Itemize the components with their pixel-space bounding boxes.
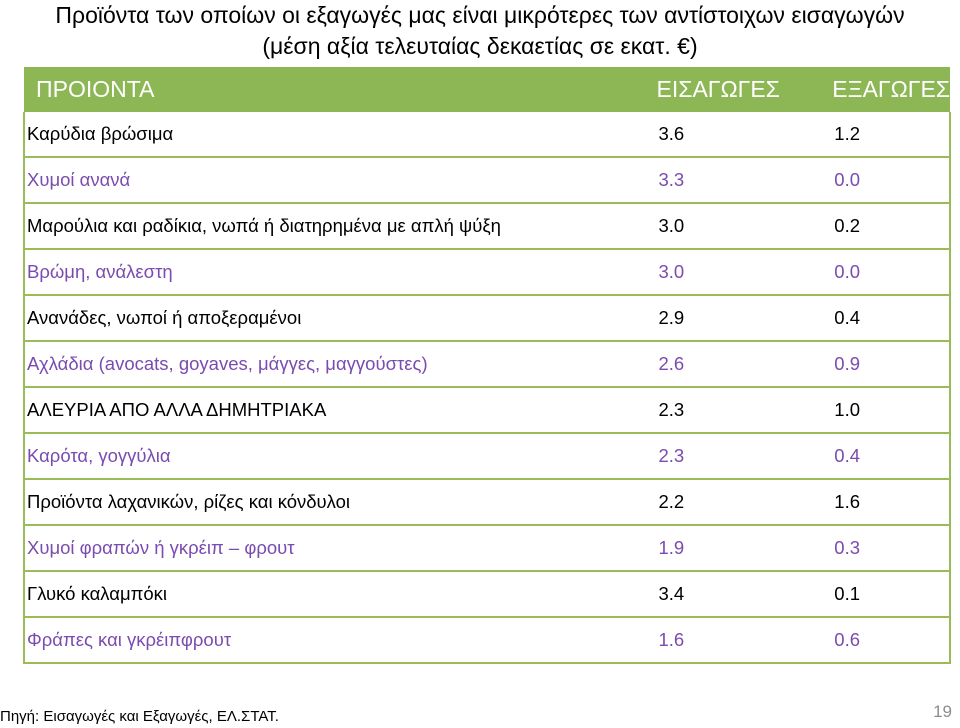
exports-cell: 0.2	[832, 203, 950, 249]
source-note: Πηγή: Εισαγωγές και Εξαγωγές, ΕΛ.ΣΤΑΤ.	[0, 708, 279, 725]
page-number: 19	[933, 702, 952, 721]
table-row	[24, 571, 950, 617]
table-row	[24, 249, 950, 295]
exports-cell: 0.4	[832, 295, 950, 341]
imports-cell: 2.3	[657, 433, 833, 479]
product-name-cell: ΑΛΕΥΡΙΑ ΑΠΟ ΑΛΛΑ ΔΗΜΗΤΡΙΑΚΑ	[24, 387, 657, 433]
header-imports: ΕΙΣΑΓΩΓΕΣ	[657, 67, 833, 112]
exports-cell: 0.3	[832, 525, 950, 571]
exports-cell: 0.6	[832, 617, 950, 663]
product-name-cell: Χυμοί φραπών ή γκρέιπ – φρουτ	[24, 525, 657, 571]
imports-cell: 1.9	[657, 525, 833, 571]
table-row	[24, 433, 950, 479]
table-row	[24, 157, 950, 203]
product-name-cell: Χυμοί ανανά	[24, 157, 657, 203]
exports-cell: 1.6	[832, 479, 950, 525]
imports-cell: 2.2	[657, 479, 833, 525]
imports-cell: 3.6	[657, 112, 833, 157]
imports-cell: 3.4	[657, 571, 833, 617]
product-name-cell: Αχλάδια (avocats, goyaves, μάγγες, μαγγούστες)	[24, 341, 657, 387]
exports-cell: 0.0	[832, 249, 950, 295]
exports-cell: 0.4	[832, 433, 950, 479]
table-row	[24, 387, 950, 433]
product-name-cell: Προϊόντα λαχανικών, ρίζες και κόνδυλοι	[24, 479, 657, 525]
imports-cell: 3.3	[657, 157, 833, 203]
imports-cell: 1.6	[657, 617, 833, 663]
title-line-2: (μέση αξία τελευταίας δεκαετίας σε εκατ. €)	[262, 33, 698, 59]
product-name-cell: Μαρούλια και ραδίκια, νωπά ή διατηρημένα με απλή ψύξη	[24, 203, 657, 249]
exports-cell: 0.9	[832, 341, 950, 387]
product-name-cell: Φράπες και γκρέιπφρουτ	[24, 617, 657, 663]
table-row	[24, 203, 950, 249]
imports-cell: 3.0	[657, 203, 833, 249]
imports-cell: 2.9	[657, 295, 833, 341]
table-row	[24, 479, 950, 525]
table-row	[24, 525, 950, 571]
title-line-1: Προϊόντα των οποίων οι εξαγωγές μας είναι μικρότερες των αντίστοιχων εισαγωγών	[55, 2, 905, 28]
header-products: ΠΡΟΙΟΝΤΑ	[24, 67, 657, 112]
product-name-cell: Γλυκό καλαμπόκι	[24, 571, 657, 617]
product-name-cell: Καρύδια βρώσιμα	[24, 112, 657, 157]
exports-cell: 1.2	[832, 112, 950, 157]
exports-cell: 0.1	[832, 571, 950, 617]
products-table	[23, 67, 951, 664]
product-name-cell: Βρώμη, ανάλεστη	[24, 249, 657, 295]
table-row	[24, 112, 950, 157]
exports-cell: 0.0	[832, 157, 950, 203]
table-header-row	[24, 67, 950, 112]
imports-cell: 2.6	[657, 341, 833, 387]
imports-cell: 2.3	[657, 387, 833, 433]
imports-cell: 3.0	[657, 249, 833, 295]
table-body	[24, 112, 950, 663]
header-exports: ΕΞΑΓΩΓΕΣ	[832, 67, 950, 112]
product-name-cell: Ανανάδες, νωποί ή αποξεραμένοι	[24, 295, 657, 341]
product-name-cell: Καρότα, γογγύλια	[24, 433, 657, 479]
table-row	[24, 617, 950, 663]
table-row	[24, 295, 950, 341]
exports-cell: 1.0	[832, 387, 950, 433]
slide-title	[0, 0, 960, 62]
table-row	[24, 341, 950, 387]
